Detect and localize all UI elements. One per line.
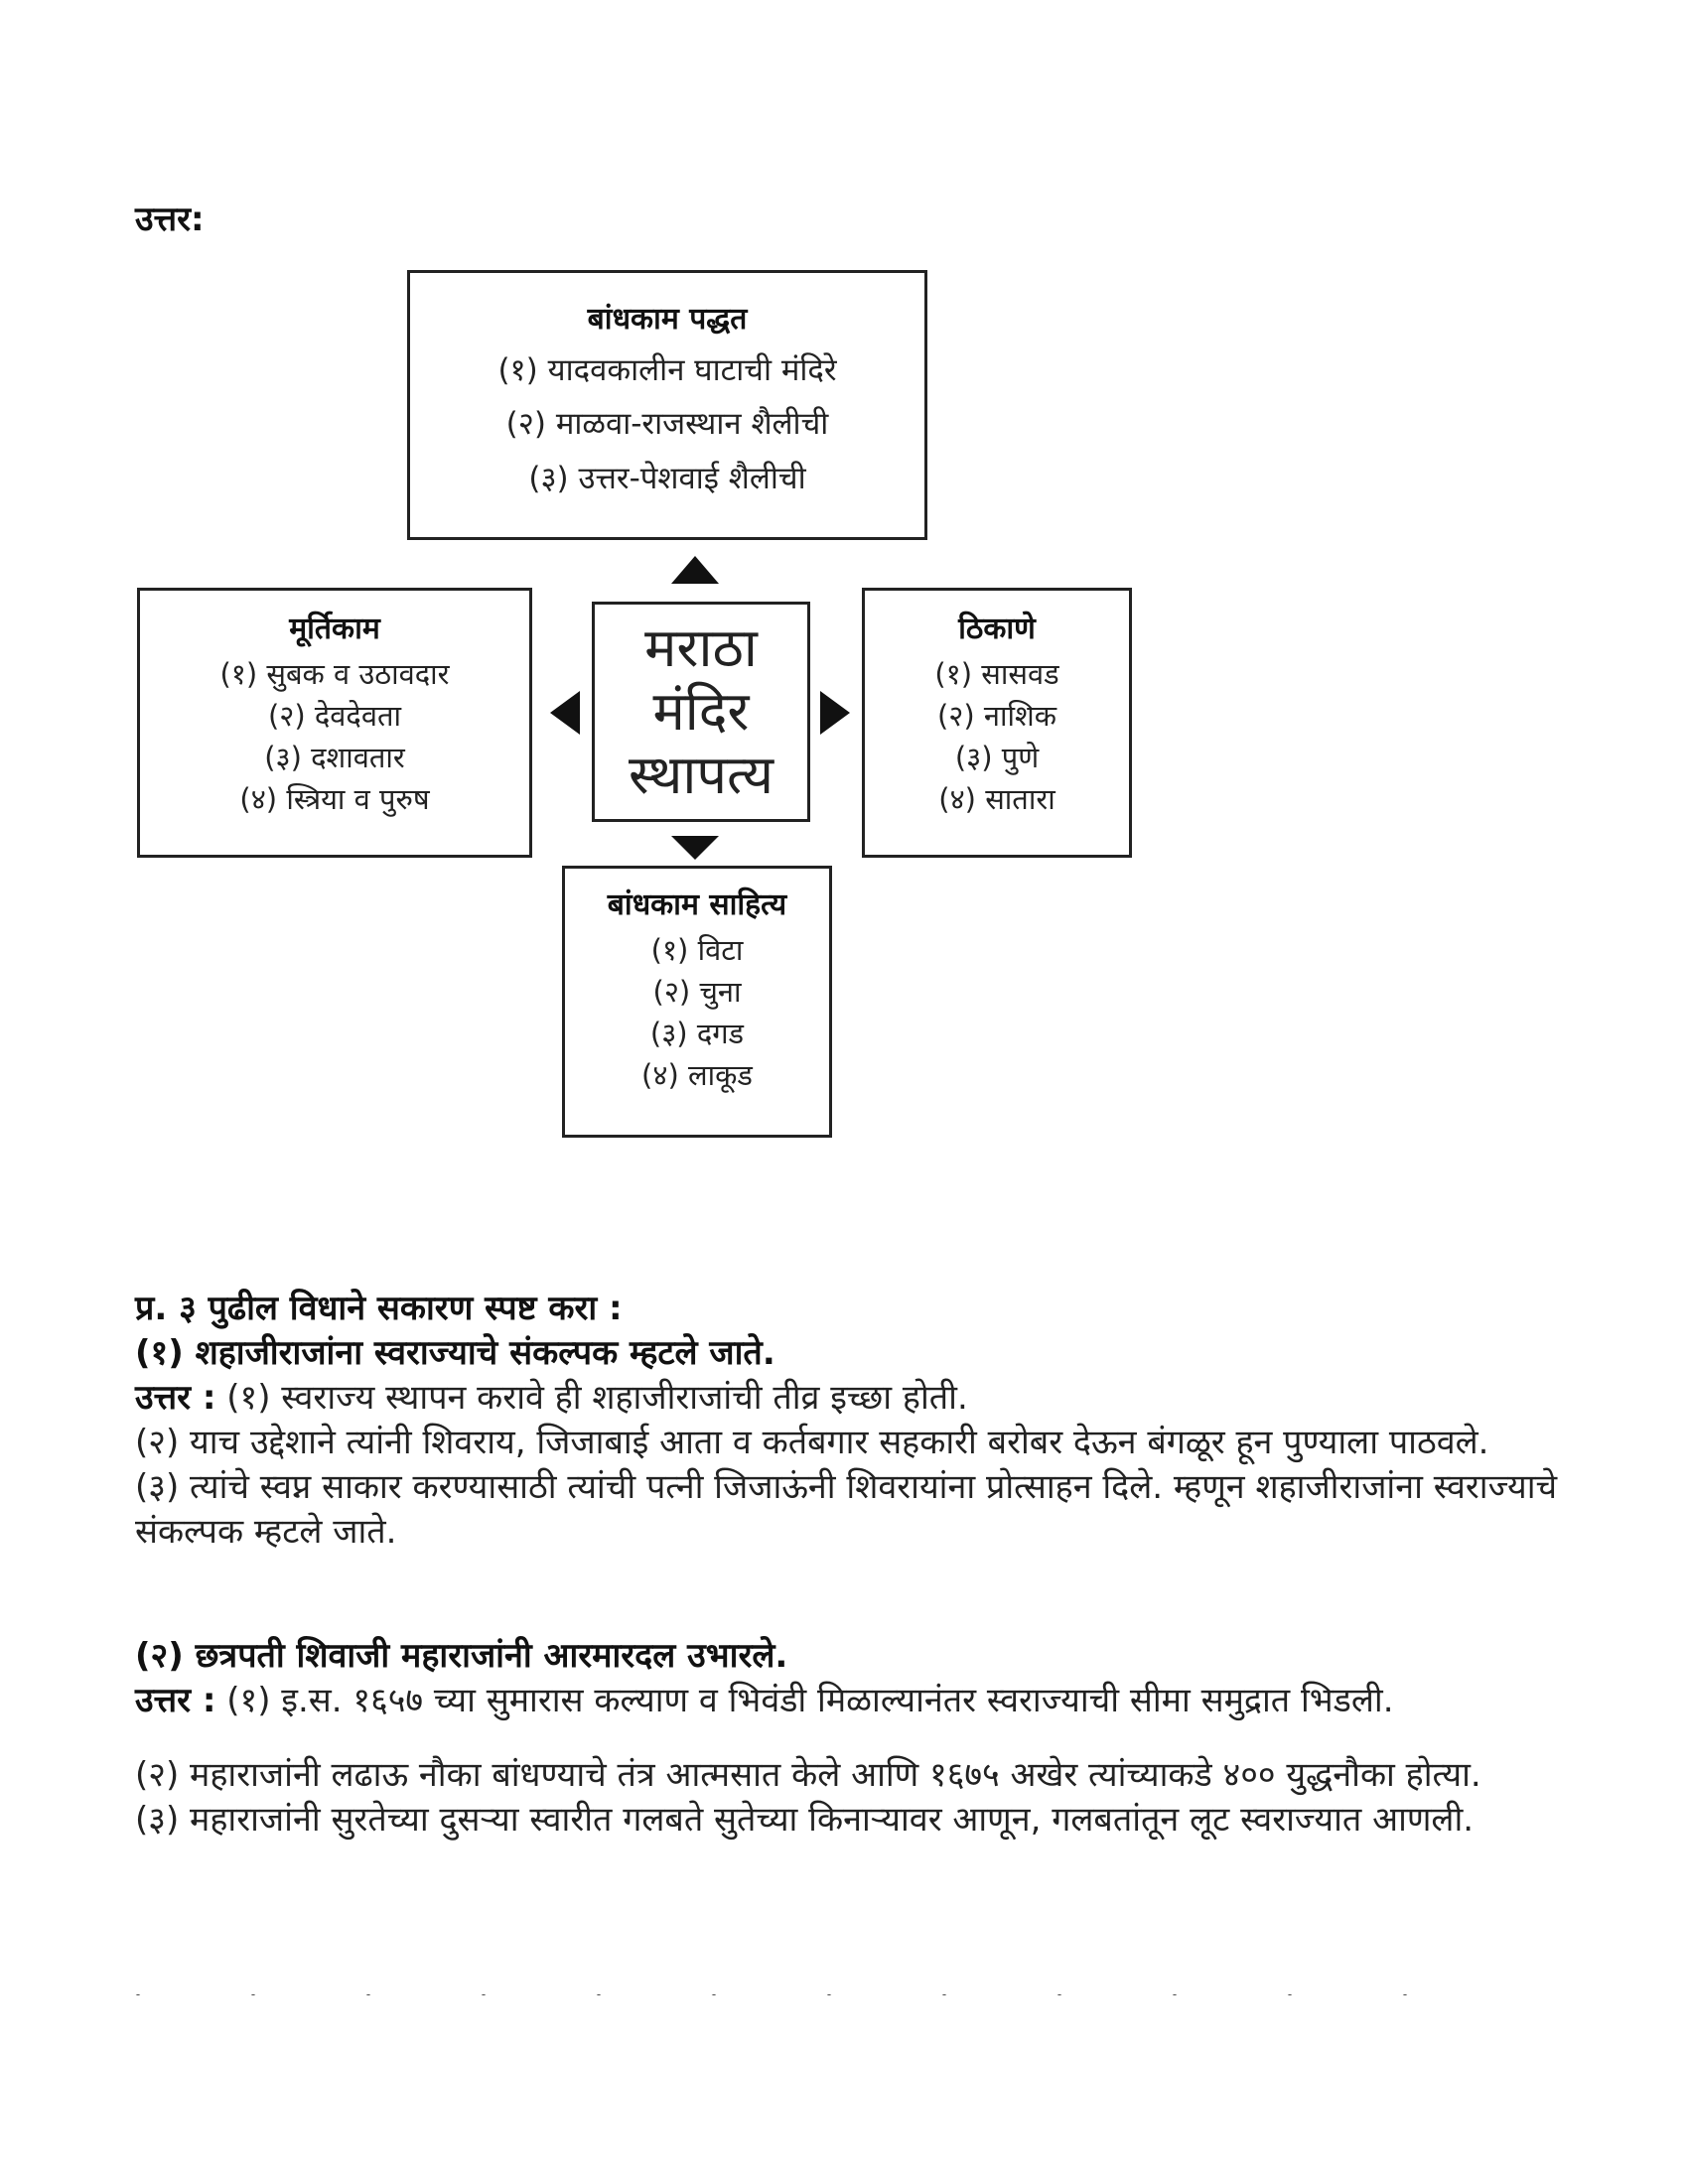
question-section [135, 1634, 1565, 1843]
answer-point: (३) महाराजांनी सुरतेच्या दुसऱ्या स्वारीत गलबते सुतेच्या किनाऱ्यावर आणून, गलबतांतून लूट स्वराज्यात आणली. [135, 1800, 1475, 1840]
box-item: (३) दशावतार [264, 741, 405, 775]
question-subheading: (१) शहाजीराजांना स्वराज्याचे संकल्पक म्हटले जाते. [135, 1333, 775, 1373]
box-item: (२) देवदेवता [267, 699, 401, 734]
center-box [592, 602, 810, 822]
arrow-right-icon [820, 691, 850, 735]
answer-point: (२) महाराजांनी लढाऊ नौका बांधण्याचे तंत्र आत्मसात केले आणि १६७५ अखेर त्यांच्याकडे ४०० युद्धनौका होत्या. [135, 1755, 1481, 1795]
spacer [135, 1723, 1565, 1753]
arrow-left-icon [550, 691, 580, 735]
box-item: (१) विटा [650, 933, 744, 967]
box-item: (१) यादवकालीन घाटाची मंदिरे [497, 352, 837, 388]
box-item: (३) दगड [649, 1017, 745, 1051]
answer-line [135, 1679, 1565, 1723]
box-item: (३) उत्तर-पेशवाई शैलीची [528, 460, 806, 496]
box-item: (१) सासवड [934, 657, 1059, 691]
question-heading: प्र. ३ पुढील विधाने सकारण स्पष्ट करा : [135, 1289, 623, 1328]
box-title: बांधकाम साहित्य [607, 887, 787, 922]
center-line: मराठा [644, 616, 758, 680]
box-item: (४) लाकूड [641, 1058, 753, 1093]
box-item: (४) स्त्रिया व पुरुष [239, 782, 430, 817]
box-item: (२) चुना [652, 975, 742, 1010]
cut-off-text-line [135, 1985, 1565, 1995]
question-subheading: (२) छत्रपती शिवाजी महाराजांनी आरमारदल उभारले. [135, 1636, 788, 1676]
answer-point: (२) याच उद्देशाने त्यांनी शिवराय, जिजाबाई आता व कर्तबगार सहकारी बरोबर देऊन बंगळूर हून पुण्याला पाठवले. [135, 1423, 1489, 1462]
box-item: (२) नाशिक [936, 699, 1057, 734]
center-line: स्थापत्य [628, 743, 774, 806]
answer-point: (३) त्यांचे स्वप्न साकार करण्यासाठी त्यांची पत्नी जिजाऊंनी शिवरायांना प्रोत्साहन दिले. म्हणून शहाजीराजांना स्वराज्याचे संकल्पक म्हटले जाते. [135, 1467, 1558, 1552]
box-title: बांधकाम पद्धत [587, 302, 748, 337]
box-item: (१) सुबक व उठावदार [219, 657, 450, 691]
box-title: ठिकाणे [958, 612, 1036, 646]
box-title: मूर्तिकाम [289, 612, 380, 646]
box-item: (३) पुणे [954, 741, 1040, 775]
question-section [135, 1287, 1565, 1555]
arrow-up-icon [671, 556, 719, 584]
answer-line [135, 1376, 1565, 1421]
box-item: (२) माळवा-राजस्थान शैलीची [505, 406, 829, 443]
answer-point: (१) इ.स. १६५७ च्या सुमारास कल्याण व भिवंडी मिळाल्यानंतर स्वराज्याची सीमा समुद्रात भिडली. [215, 1681, 1394, 1720]
answer-point: (१) स्वराज्य स्थापन करावे ही शहाजीराजांची तीव्र इच्छा होती. [215, 1378, 968, 1418]
construction-material-box [562, 866, 832, 1138]
sculpture-box [137, 588, 532, 858]
arrow-down-icon [671, 836, 719, 860]
answer-heading: उत्तर: [135, 200, 205, 239]
center-line: मंदिर [652, 680, 750, 744]
answer-label: उत्तर : [135, 1681, 216, 1720]
places-box [862, 588, 1132, 858]
construction-method-box [407, 270, 927, 540]
answer-label: उत्तर : [135, 1378, 216, 1418]
box-item: (४) सातारा [938, 782, 1055, 817]
